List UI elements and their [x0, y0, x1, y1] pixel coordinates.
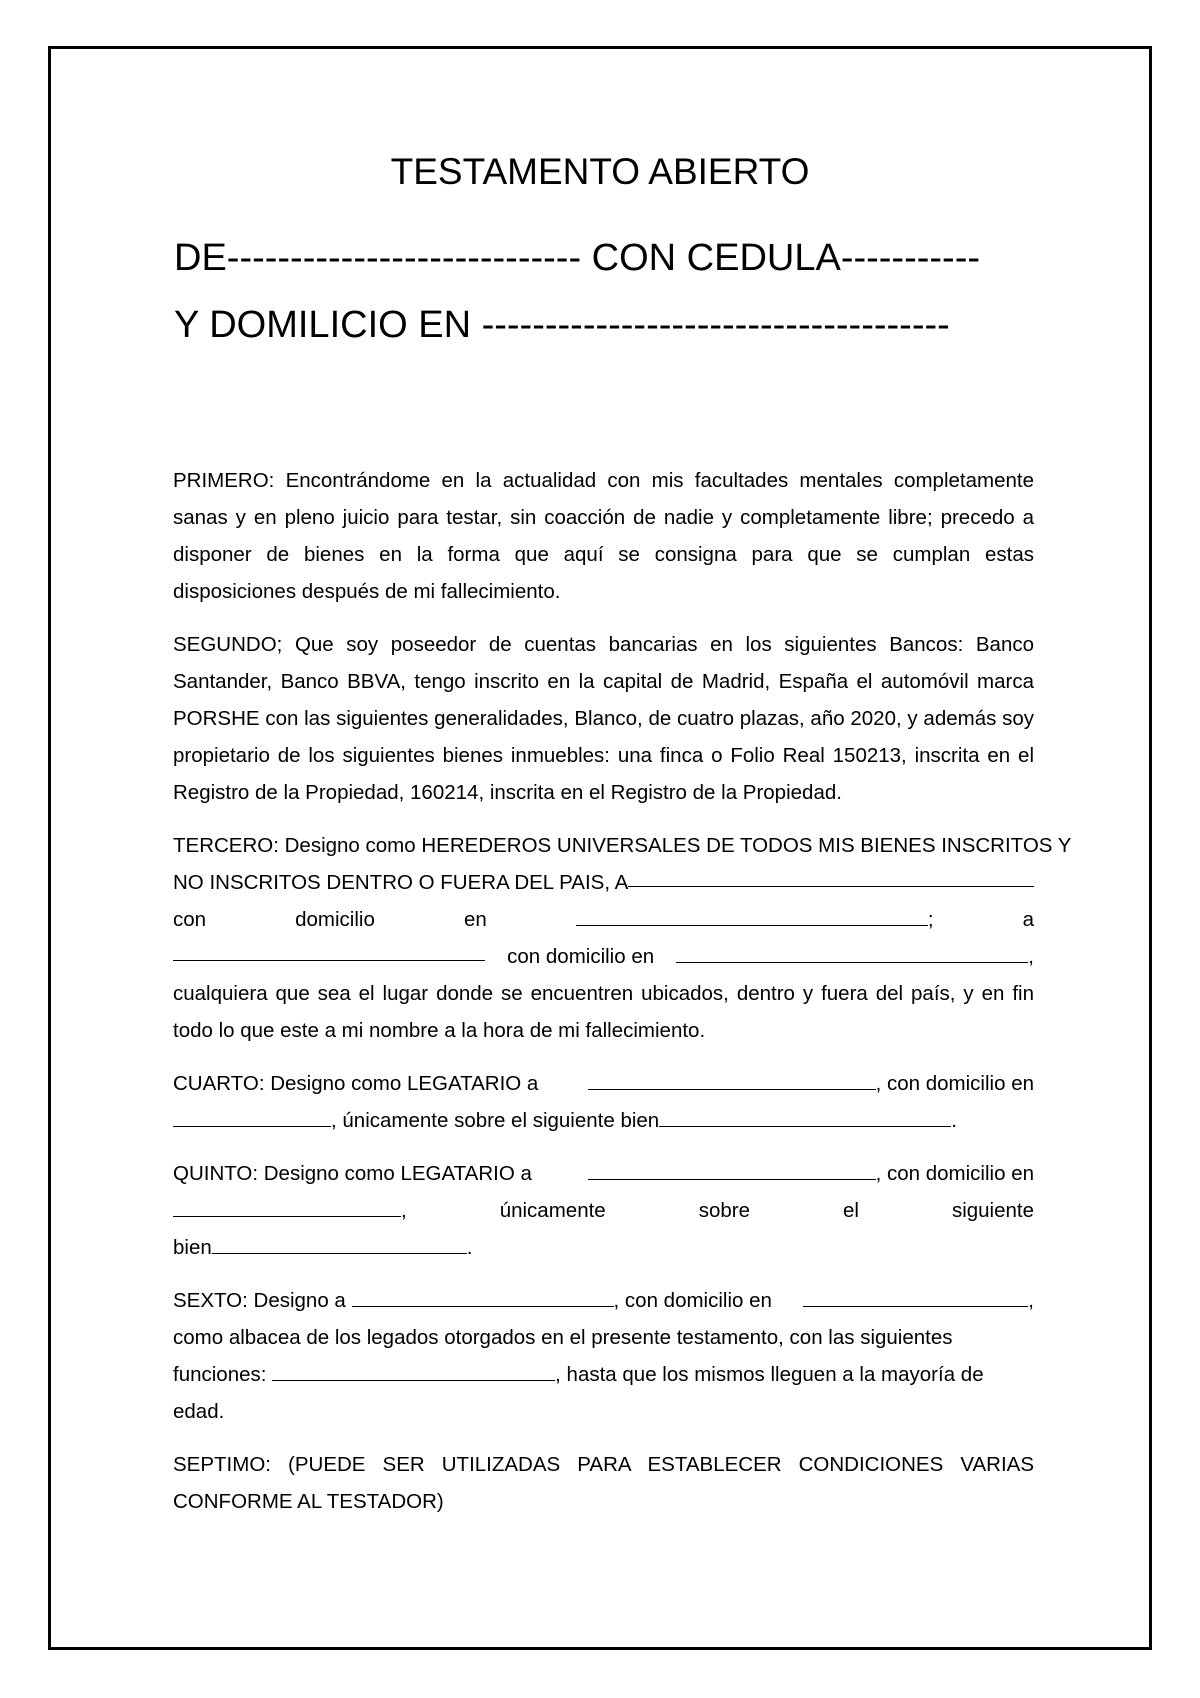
tercero-word: con	[173, 908, 207, 931]
sexto-text: funciones:	[173, 1363, 267, 1386]
quinto-word: el	[842, 1199, 859, 1222]
sexto-text: , hasta que los mismos lleguen a la mayoría de	[555, 1363, 984, 1386]
sexto-line-3	[173, 1356, 1034, 1393]
sexto-text: SEXTO: Designo a	[173, 1289, 346, 1312]
legacy-property-blank[interactable]	[659, 1104, 951, 1127]
heir-address-blank[interactable]	[576, 903, 928, 926]
second-legatee-address-blank[interactable]	[173, 1194, 401, 1217]
quinto-line-3	[173, 1229, 1034, 1266]
cuarto-text: , únicamente sobre el siguiente bien	[331, 1109, 660, 1132]
legatee-address-blank[interactable]	[173, 1104, 331, 1127]
cuarto-line-2	[173, 1102, 1034, 1139]
executor-functions-blank[interactable]	[272, 1358, 555, 1381]
tercero-line-3	[173, 901, 1034, 938]
tercero-punct: ,	[1028, 945, 1034, 968]
sexto-line-2: como albacea de los legados otorgados en el presente testamento, con las siguientes	[173, 1326, 953, 1349]
tercero-word: a	[1022, 908, 1034, 931]
quinto-text: bien	[173, 1236, 212, 1259]
document-body	[173, 462, 1072, 1536]
tercero-word: domicilio	[295, 908, 375, 931]
tercero-text: con domicilio en	[507, 945, 655, 968]
quinto-text: QUINTO: Designo como LEGATARIO a	[173, 1162, 532, 1185]
executor-address-blank[interactable]	[803, 1284, 1028, 1307]
testator-address-line: Y DOMILICIO EN -------------------------------------	[174, 304, 950, 346]
clause-primero: PRIMERO: Encontrándome en la actualidad con mis facultades mentales completamente sanas y en pleno juicio para testar, sin coacción de nadie y completamente libre; precedo a disponer de bienes en la forma que aquí se consigna para que se cumplan estas disposiciones después de mi fallecimiento.	[173, 469, 1034, 603]
cuarto-line-1	[173, 1065, 1034, 1102]
tercero-rest: cualquiera que sea el lugar donde se encuentren ubicados, dentro y fuera del país, y en fin todo lo que este a mi nombre a la hora de mi fallecimiento.	[173, 982, 1034, 1042]
tercero-line-2-text: NO INSCRITOS DENTRO O FUERA DEL PAIS, A	[173, 871, 629, 894]
quinto-line-1	[173, 1155, 1034, 1192]
quinto-text: , con domicilio en	[875, 1162, 1034, 1185]
document-title: TESTAMENTO ABIERTO	[390, 151, 810, 192]
legatee-name-blank[interactable]	[588, 1067, 876, 1090]
clause-segundo: SEGUNDO; Que soy poseedor de cuentas bancarias en los siguientes Bancos: Banco Santander, Banco BBVA, tengo inscrito en la capital de Madrid, España el automóvil marca PORSHE con las siguientes generalidades, Blanco, de cuatro plazas, año 2020, y además soy propietario de los siguientes bienes inmuebles: una finca o Folio Real 150213, inscrita en el Registro de la Propiedad, 160214, inscrita en el Registro de la Propiedad.	[173, 633, 1034, 804]
testator-name-id-line: DE---------------------------- CON CEDULA-----------	[174, 237, 981, 279]
tercero-word: en	[463, 908, 487, 931]
sexto-punct: ,	[1028, 1289, 1034, 1312]
sexto-text: , con domicilio en	[613, 1289, 772, 1312]
tercero-line-1: TERCERO: Designo como HEREDEROS UNIVERSALES DE TODOS MIS BIENES INSCRITOS Y	[173, 834, 1072, 857]
clause-cuarto	[173, 1065, 1034, 1139]
sexto-line-1	[173, 1282, 1034, 1319]
second-legatee-name-blank[interactable]	[588, 1157, 876, 1180]
heir-name-blank[interactable]	[628, 864, 1034, 887]
cuarto-text: , con domicilio en	[875, 1072, 1034, 1095]
executor-name-blank[interactable]	[352, 1284, 614, 1307]
cuarto-text: CUARTO: Designo como LEGATARIO a	[173, 1072, 539, 1095]
second-heir-name-blank[interactable]	[173, 938, 485, 961]
clause-quinto	[173, 1155, 1034, 1266]
quinto-word: únicamente	[499, 1199, 606, 1222]
tercero-line-2	[173, 864, 1034, 901]
clause-sexto	[173, 1282, 1034, 1430]
quinto-word: sobre	[698, 1199, 750, 1222]
cuarto-punct: .	[951, 1109, 957, 1132]
quinto-word: siguiente	[951, 1199, 1034, 1222]
second-legacy-property-blank[interactable]	[212, 1231, 467, 1254]
sexto-line-4: edad.	[173, 1400, 225, 1423]
quinto-line-2	[173, 1192, 1034, 1229]
clause-septimo: SEPTIMO: (PUEDE SER UTILIZADAS PARA ESTABLECER CONDICIONES VARIAS CONFORME AL TESTADOR)	[173, 1453, 1034, 1513]
tercero-punct: ;	[927, 908, 934, 931]
quinto-punct: ,	[401, 1199, 407, 1222]
clause-tercero	[173, 827, 1072, 1049]
quinto-punct: .	[466, 1236, 473, 1259]
tercero-line-4	[173, 938, 1034, 975]
second-heir-address-blank[interactable]	[676, 940, 1028, 963]
